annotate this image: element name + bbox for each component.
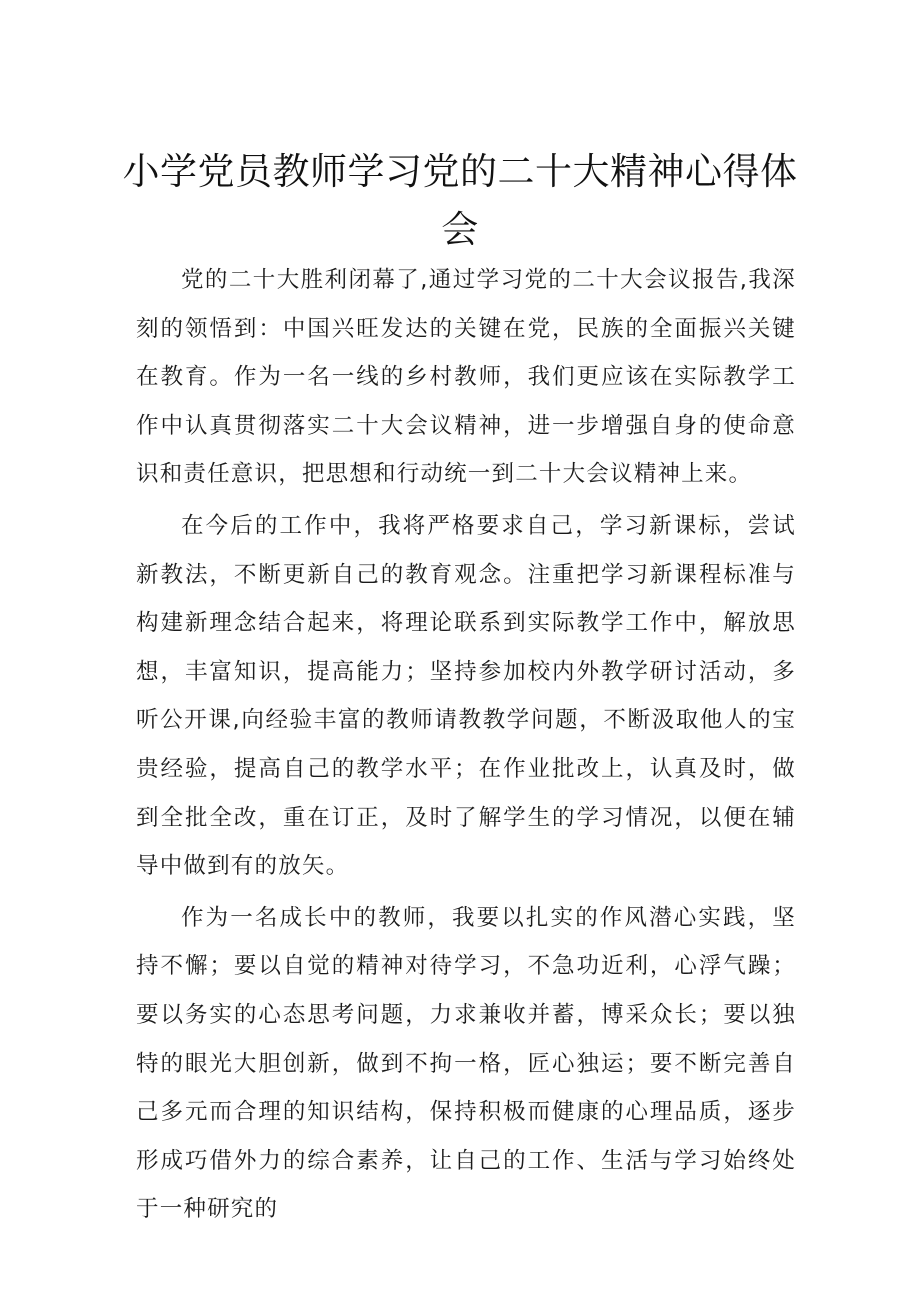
- paragraph-1: 党的二十大胜利闭幕了,通过学习党的二十大会议报告,我深刻的领悟到：中国兴旺发达的关键在党，民族的全面振兴关键在教育。作为一名一线的乡村教师，我们更应该在实际教学工作中认真贯彻落实二十大会议精神，进一步增强自身的使命意识和责任意识，把思想和行动统一到二十大会议精神上来。: [136, 267, 796, 488]
- paragraph-3: 作为一名成长中的教师，我要以扎实的作风潜心实践，坚持不懈；要以自觉的精神对待学习，不急功近利，心浮气躁；要以务实的心态思考问题，力求兼收并蓄，博采众长；要以独特的眼光大胆创新，做到不拘一格，匠心独运；要不断完善自己多元而合理的知识结构，保持积极而健康的心理品质，逐步形成巧借外力的综合素养，让自己的工作、生活与学习始终处于一种研究的: [136, 904, 796, 1223]
- document-title: 小学党员教师学习党的二十大精神心得体会: [122, 149, 798, 251]
- paragraph-2: 在今后的工作中，我将严格要求自己，学习新课标，尝试新教法，不断更新自己的教育观念。注重把学习新课程标准与构建新理念结合起来，将理论联系到实际教学工作中，解放思想，丰富知识，提高能力；坚持参加校内外教学研讨活动，多听公开课,向经验丰富的教师请教教学问题，不断汲取他人的宝贵经验，提高自己的教学水平；在作业批改上，认真及时，做到全批全改，重在订正，及时了解学生的学习情况，以便在辅导中做到有的放矢。: [136, 512, 796, 880]
- document-body: [136, 256, 796, 1237]
